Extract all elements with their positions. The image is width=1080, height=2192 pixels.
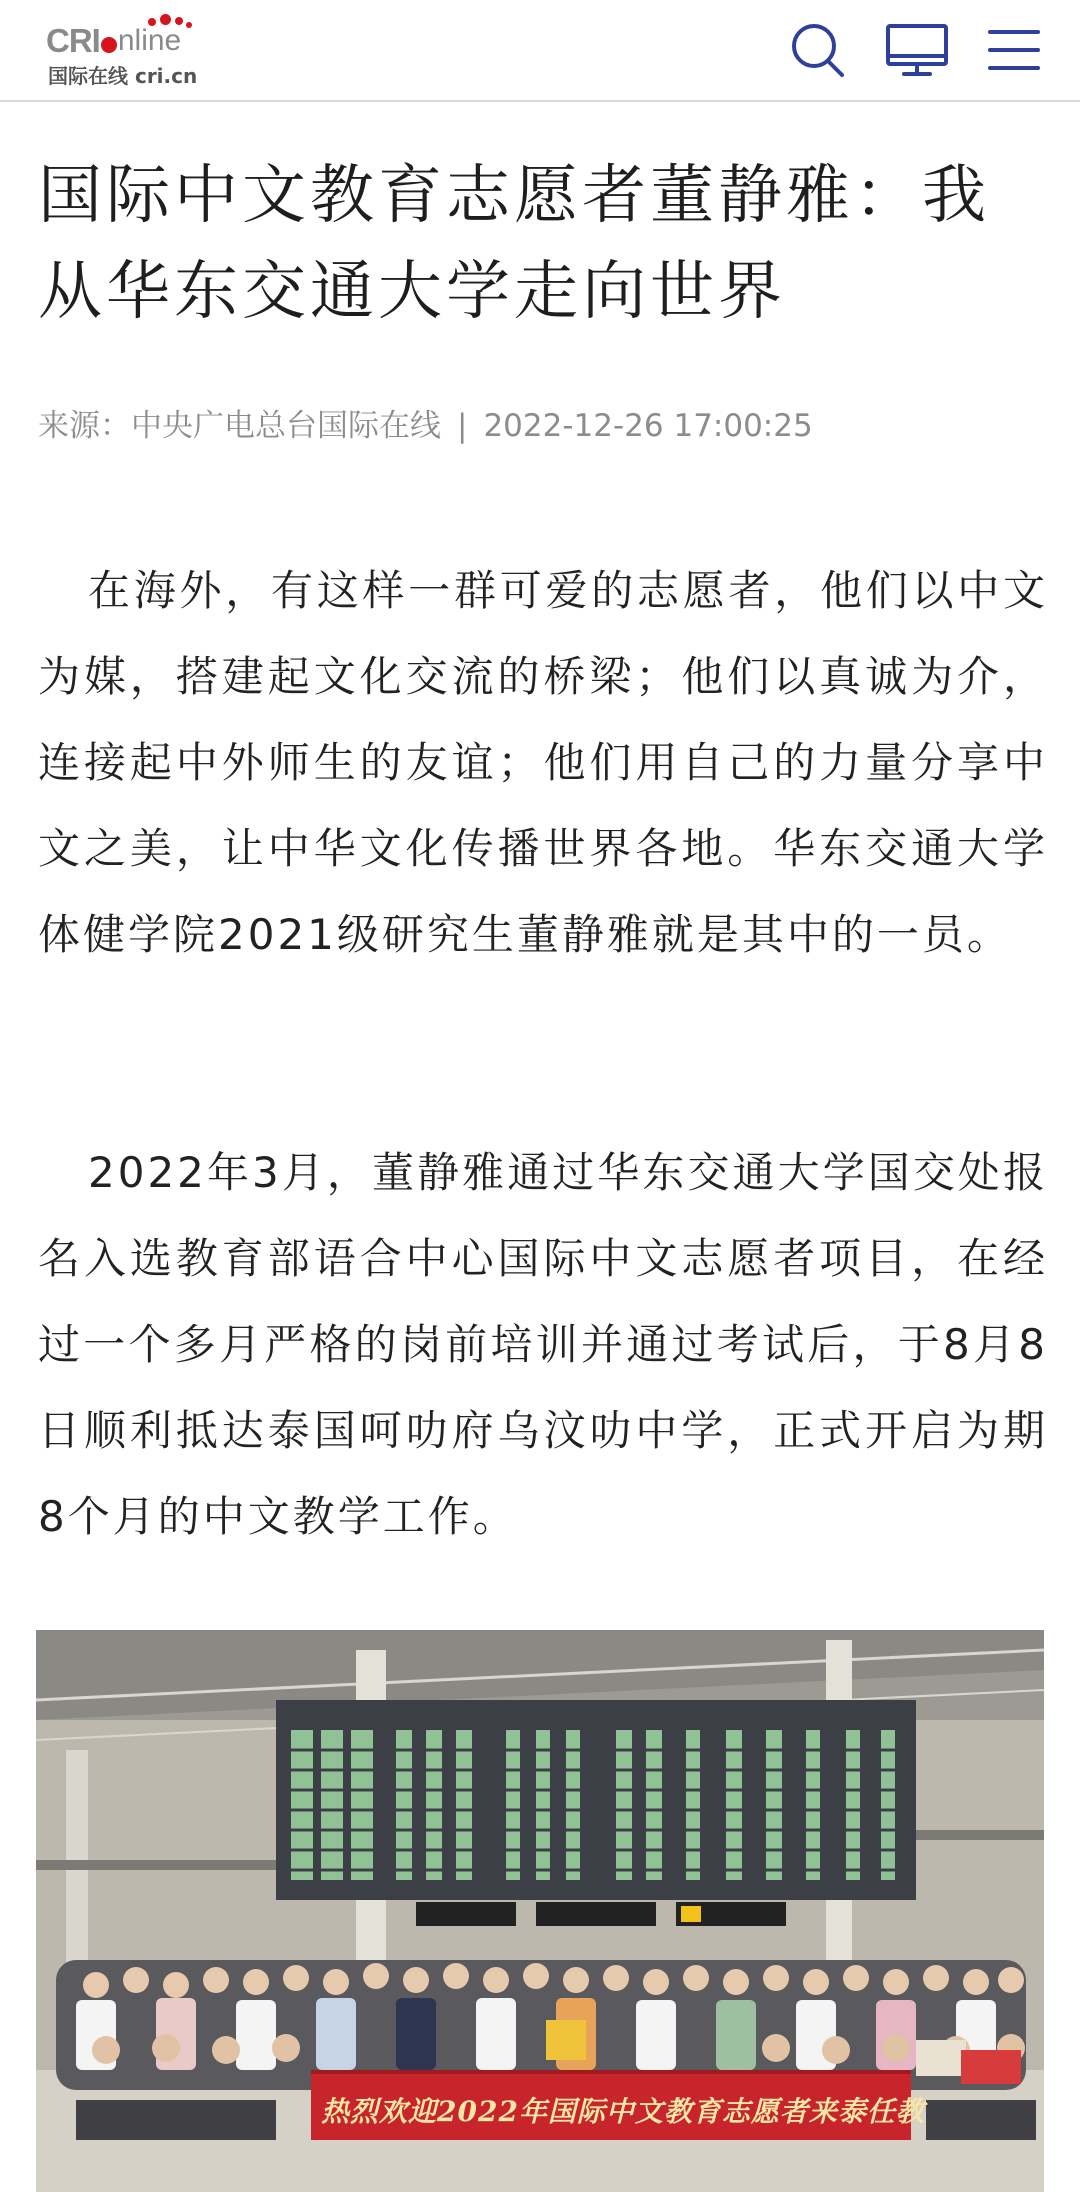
monitor-icon[interactable] [884, 20, 950, 80]
article-meta [38, 402, 1048, 450]
top-header [0, 0, 1080, 102]
article-paragraph: 在海外，有这样一群可爱的志愿者，他们以中文为媒，搭建起文化交流的桥梁；他们以真诚为介，连接起中外师生的友谊；他们用自己的力量分享中文之美，让中华文化传播世界各地。华东交通大学体健学院2021级研究生董静雅就是其中的一员。 [38, 566, 1048, 959]
logo-wordmark-cri: CRI [46, 22, 100, 59]
meta-separator: | [457, 408, 468, 444]
menu-icon[interactable] [984, 20, 1044, 80]
cri-online-logo[interactable] [46, 14, 236, 90]
logo-red-o [101, 37, 117, 53]
article-paragraph: 2022年3月，董静雅通过华东交通大学国交处报名入选教育部语合中心国际中文志愿者项目，在经过一个多月严格的岗前培训并通过考试后，于8月8日顺利抵达泰国呵叻府乌汶叻中学，正式开启为期8个月的中文教学工作。 [38, 1148, 1048, 1541]
article-photo[interactable] [36, 1630, 1044, 2192]
article-timestamp: 2022-12-26 17:00:25 [483, 408, 813, 444]
article-source: 来源：中央广电总台国际在线 [38, 408, 441, 444]
search-icon[interactable] [788, 20, 848, 80]
article-title: 国际中文教育志愿者董静雅：我从华东交通大学走向世界 [38, 159, 990, 329]
logo-subtitle: 国际在线 cri.cn [48, 64, 198, 88]
logo-wordmark-online: nline [117, 24, 182, 57]
photo-banner-text: 热烈欢迎2022年国际中文教育志愿者来泰任教 [321, 2095, 925, 2128]
